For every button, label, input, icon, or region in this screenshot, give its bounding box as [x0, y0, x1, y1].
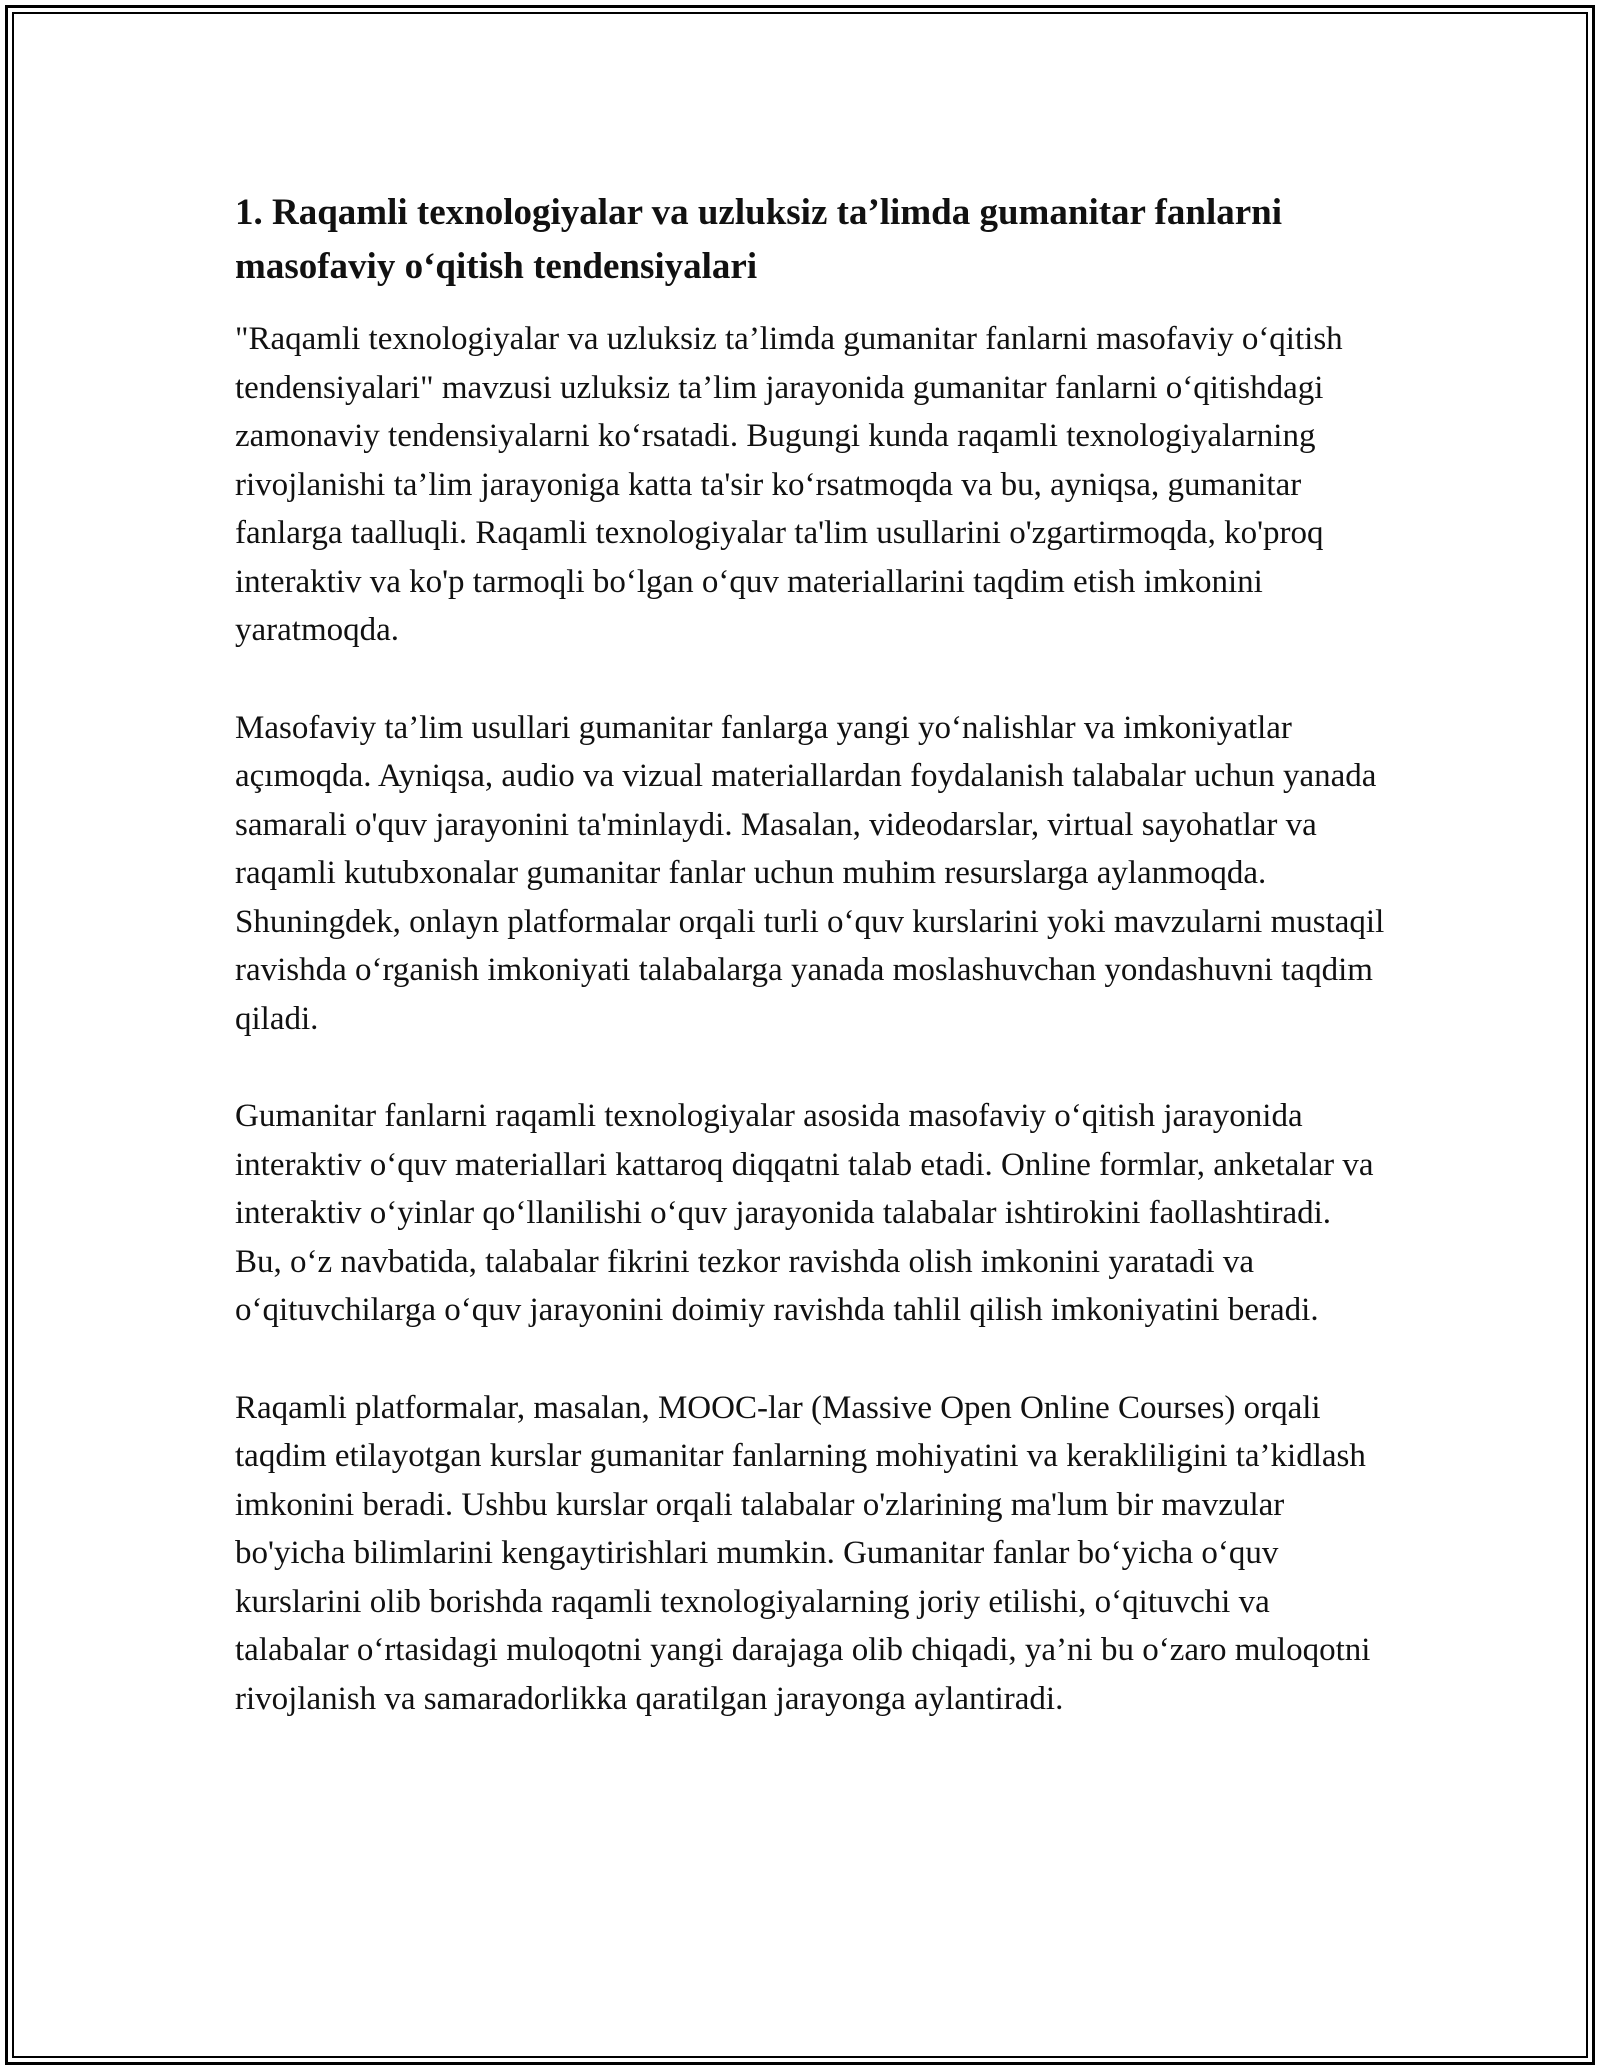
document-body	[235, 186, 1385, 1772]
paragraph-2: Masofaviy ta’lim usullari gumanitar fanlarga yangi yo‘nalishlar va imkoniyatlar açımoqda. Ayniqsa, audio va vizual materiallardan foydalanish talabalar uchun yanada samarali o'quv jarayonini ta'minlaydi. Masalan, videodarslar, virtual sayohatlar va raqamli kutubxonalar gumanitar fanlar uchun muhim resurslarga aylanmoqda. Shuningdek, onlayn platformalar orqali turli o‘quv kurslarini yoki mavzularni mustaqil ravishda o‘rganish imkoniyati talabalarga yanada moslashuvchan yondashuvni taqdim qiladi.	[235, 709, 1385, 1037]
section-heading: 1. Raqamli texnologiyalar va uzluksiz ta’limda gumanitar fanlarni masofaviy o‘qitish tendensiyalari	[235, 192, 1283, 287]
paragraph-4: Raqamli platformalar, masalan, MOOC-lar (Massive Open Online Courses) orqali taqdim etilayotgan kurslar gumanitar fanlarning mohiyatini va kerakliligini ta’kidlash imkonini beradi. Ushbu kurslar orqali talabalar o'zlarining ma'lum bir mavzular bo'yicha bilimlarini kengaytirishlari mumkin. Gumanitar fanlar bo‘yicha o‘quv kurslarini olib borishda raqamli texnologiyalarning joriy etilishi, o‘qituvchi va talabalar o‘rtasidagi muloqotni yangi darajaga olib chiqadi, ya’ni bu o‘zaro muloqotni rivojlanish va samaradorlikka qaratilgan jarayonga aylantiradi.	[235, 1389, 1371, 1717]
paragraph-1: "Raqamli texnologiyalar va uzluksiz ta’limda gumanitar fanlarni masofaviy o‘qitish tendensiyalari" mavzusi uzluksiz ta’lim jarayonida gumanitar fanlarni o‘qitishdagi zamonaviy tendensiyalarni ko‘rsatadi. Bugungi kunda raqamli texnologiyalarning rivojlanishi ta’lim jarayoniga katta ta'sir ko‘rsatmoqda va bu, ayniqsa, gumanitar fanlarga taalluqli. Raqamli texnologiyalar ta'lim usullarini o'zgartirmoqda, ko'proq interaktiv va ko'p tarmoqli bo‘lgan o‘quv materiallarini taqdim etish imkonini yaratmoqda.	[235, 321, 1343, 648]
paragraph-3: Gumanitar fanlarni raqamli texnologiyalar asosida masofaviy o‘qitish jarayonida interaktiv o‘quv materiallari kattaroq diqqatni talab etadi. Online formlar, anketalar va interaktiv o‘yinlar qo‘llanilishi o‘quv jarayonida talabalar ishtirokini faollashtiradi. Bu, o‘z navbatida, talabalar fikrini tezkor ravishda olish imkonini yaratadi va o‘qituvchilarga o‘quv jarayonini doimiy ravishda tahlil qilish imkoniyatini beradi.	[235, 1098, 1374, 1328]
